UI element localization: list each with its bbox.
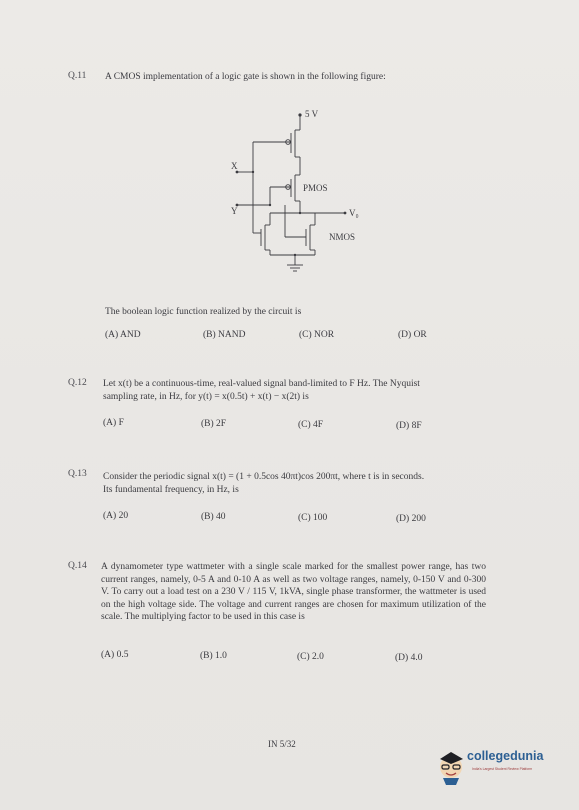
question-line: sampling rate, in Hz, for y(t) = x(0.5t) + x(t) − x(2t) is (103, 392, 309, 402)
option-d: (D) 200 (396, 514, 426, 524)
option-c: (C) 2.0 (297, 652, 324, 662)
option-c: (C) 4F (298, 420, 324, 430)
option-d: (D) 4.0 (395, 653, 423, 663)
option-a: (A) 20 (103, 511, 129, 521)
option-b: (B) 40 (201, 512, 226, 522)
question-number: Q.11 (68, 71, 87, 81)
question-text: A CMOS implementation of a logic gate is shown in the following figure: (105, 72, 386, 82)
question-number: Q.13 (68, 469, 87, 479)
vdd-label: 5 V (305, 109, 319, 119)
question-prompt: The boolean logic function realized by the circuit is (105, 307, 302, 317)
question-number: Q.12 (68, 378, 87, 388)
input-x-label: X (231, 161, 238, 171)
page-number: IN 5/32 (268, 739, 296, 749)
logo-tagline: India's Largest Student Review Platform (472, 767, 533, 771)
option-d: (D) 8F (396, 421, 422, 431)
logo-brand: collegedunia (467, 749, 544, 763)
option-b: (B) 1.0 (200, 651, 227, 661)
option-d: (D) OR (398, 330, 427, 340)
question-text: A dynamometer type wattmeter with a single scale marked for the smallest power range, has two current ranges, namely, 0-5 A and 0-10 A as well as two voltage ranges, namely, 0-150 V and 0-300 V. To carry out a load test on a 230 V / 115 V, 1kVA, single phase transformer, the wattmeter is used on the high voltage side. The voltage and current ranges are chosen for maximum utilization of the scale. The multiplying factor to be used in this case is (101, 562, 486, 622)
option-a: (A) AND (105, 330, 141, 340)
question-number: Q.14 (68, 561, 87, 571)
input-y-label: Y (231, 206, 238, 216)
option-a: (A) F (103, 418, 124, 428)
option-b: (B) 2F (201, 419, 227, 429)
question-line: Let x(t) be a continuous-time, real-valued signal band-limited to F Hz. The Nyquist (103, 379, 420, 389)
cmos-circuit-diagram (225, 105, 375, 280)
nmos-label: NMOS (329, 232, 356, 242)
question-line: Consider the periodic signal x(t) = (1 + 0.5cos 40πt)cos 200πt, where t is in seconds. (103, 472, 425, 482)
option-a: (A) 0.5 (101, 650, 129, 660)
question-line: Its fundamental frequency, in Hz, is (103, 485, 239, 495)
output-label: V₀ (349, 208, 359, 218)
option-b: (B) NAND (203, 330, 246, 340)
option-c: (C) 100 (298, 513, 328, 523)
option-c: (C) NOR (299, 330, 335, 340)
pmos-label: PMOS (303, 183, 328, 193)
